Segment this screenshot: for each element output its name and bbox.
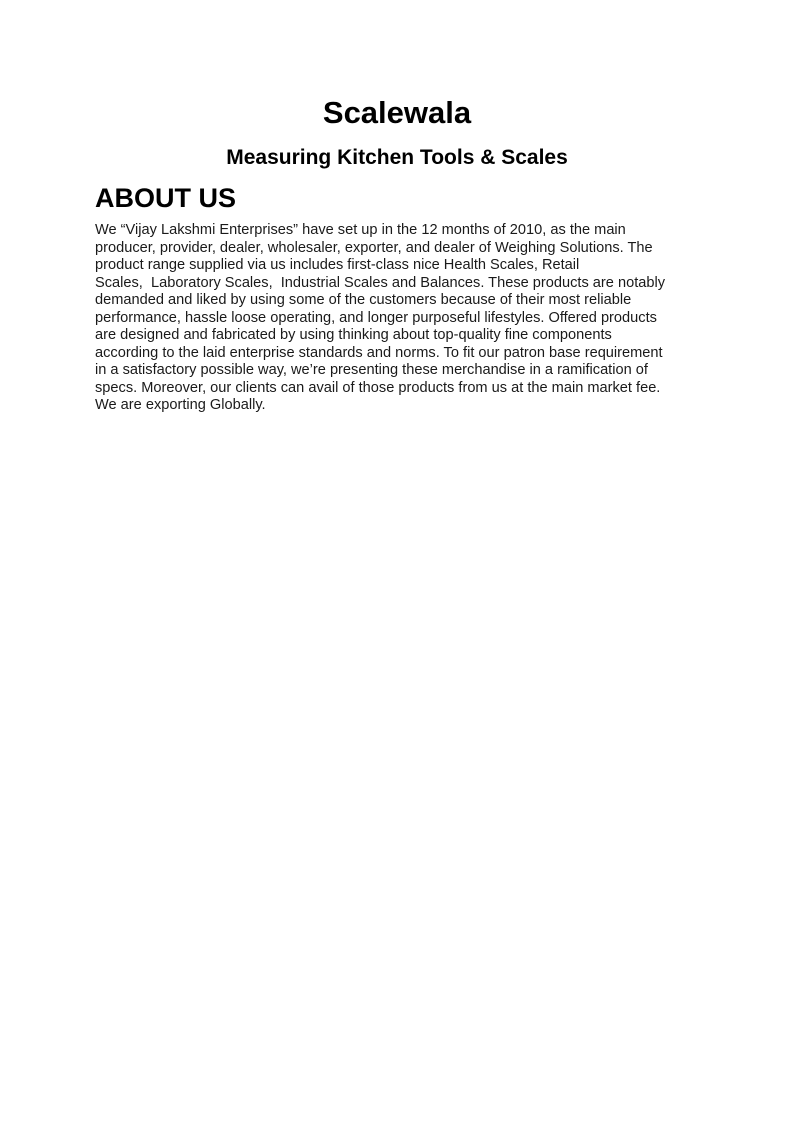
about-paragraph bbox=[95, 222, 734, 415]
about-line: demanded and liked by using some of the customers because of their most reliable bbox=[95, 292, 632, 309]
about-line: in a satisfactory possible way, we’re presenting these merchandise in a ramification of bbox=[95, 362, 648, 379]
about-line: are designed and fabricated by using thinking about top-quality fine components bbox=[95, 327, 612, 344]
about-line: We “Vijay Lakshmi Enterprises” have set up in the 12 months of 2010, as the main bbox=[95, 222, 626, 239]
document-title: Scalewala bbox=[322, 95, 472, 130]
document-subtitle: Measuring Kitchen Tools & Scales bbox=[226, 146, 568, 169]
section-heading-about-us: ABOUT US bbox=[95, 183, 236, 214]
about-line: producer, provider, dealer, wholesaler, exporter, and dealer of Weighing Solutions. The bbox=[95, 239, 653, 256]
about-line: specs. Moreover, our clients can avail of those products from us at the main market fee. bbox=[95, 379, 661, 396]
about-line: according to the laid enterprise standards and norms. To fit our patron base requirement bbox=[95, 344, 663, 361]
about-line: product range supplied via us includes first-class nice Health Scales, Retail bbox=[95, 257, 580, 274]
about-line: We are exporting Globally. bbox=[95, 397, 266, 414]
about-line: performance, hassle loose operating, and longer purposeful lifestyles. Offered products bbox=[95, 309, 657, 326]
about-line: Scales, Laboratory Scales, Industrial Scales and Balances. These products are notably bbox=[95, 274, 666, 291]
